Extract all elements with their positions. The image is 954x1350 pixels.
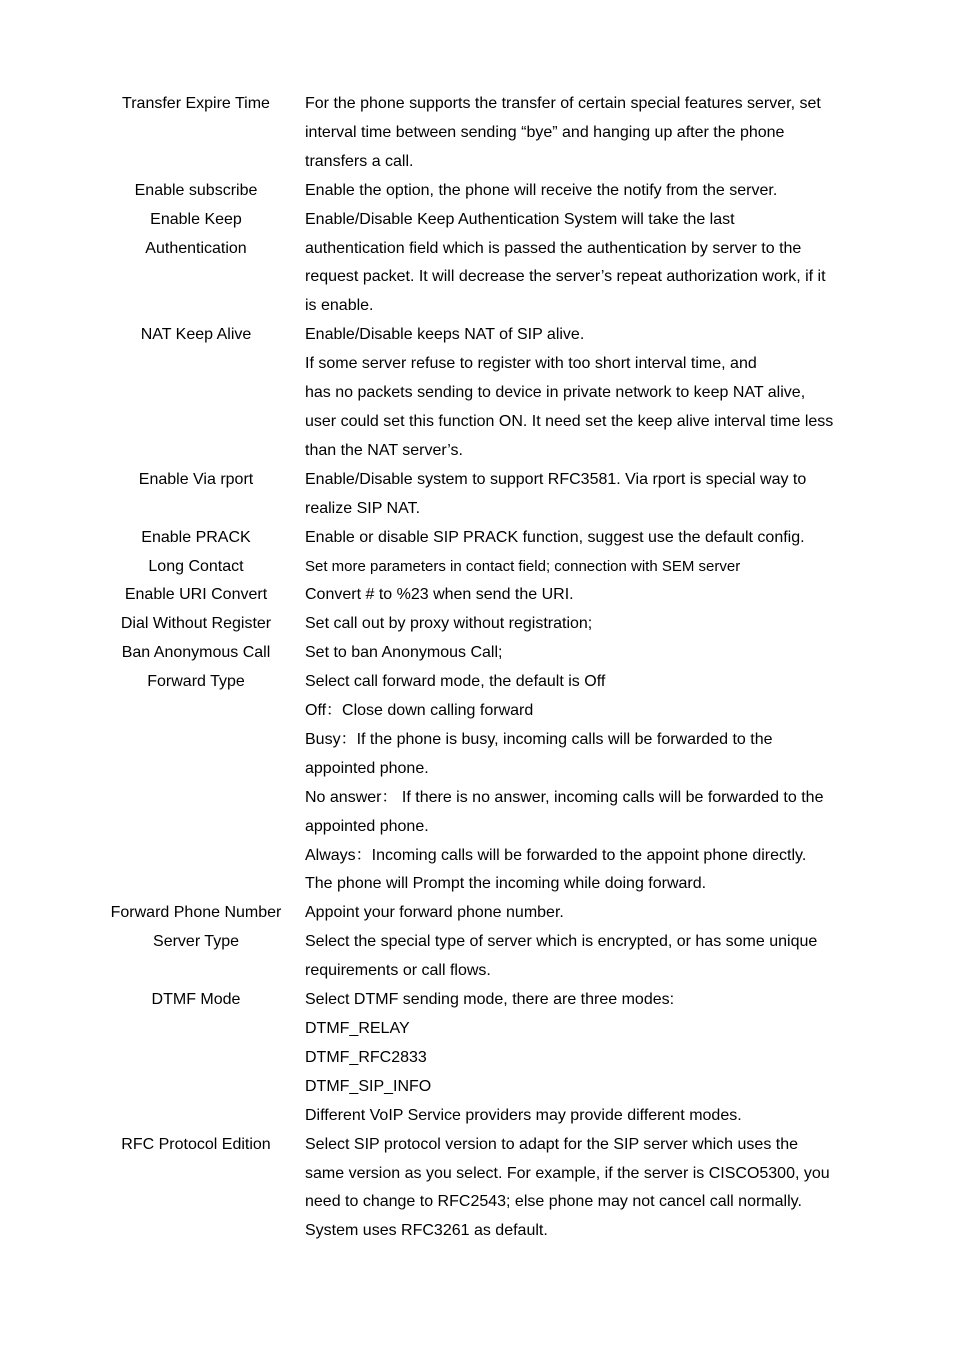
description-line: DTMF_RFC2833 <box>305 1048 427 1066</box>
setting-name-line: Enable Keep <box>150 210 242 228</box>
setting-name: Long Contact <box>148 557 244 575</box>
table-row <box>0 177 954 206</box>
setting-description <box>305 581 865 610</box>
setting-description <box>305 899 865 928</box>
description-line: For the phone supports the transfer of certain special features server, set <box>305 95 821 112</box>
description-line: requirements or call flows. <box>305 962 491 980</box>
setting-name: Enable subscribe <box>134 181 258 199</box>
table-row <box>0 206 954 322</box>
setting-name-line: Authentication <box>145 239 247 257</box>
description-line: interval time between sending “bye” and hanging up after the phone <box>305 123 785 141</box>
table-row <box>0 466 954 524</box>
setting-name: Enable PRACK <box>141 528 251 546</box>
description-line: Always：Incoming calls will be forwarded to the appoint phone directly. <box>305 846 807 864</box>
setting-description <box>305 177 865 206</box>
description-line: Set call out by proxy without registration; <box>305 615 593 633</box>
table-row <box>0 928 954 986</box>
setting-name: Forward Phone Number <box>110 904 282 922</box>
description-line: request packet. It will decrease the server’s repeat authorization work, if it <box>305 268 826 286</box>
description-line: Enable the option, the phone will receive the notify from the server. <box>305 181 778 199</box>
setting-name: Ban Anonymous Call <box>121 644 271 662</box>
description-line: Busy：If the phone is busy, incoming calls will be forwarded to the <box>305 730 773 748</box>
description-line: Enable/Disable system to support RFC3581. Via rport is special way to <box>305 470 807 488</box>
setting-description <box>305 610 865 639</box>
description-line: same version as you select. For example, if the server is CISCO5300, you <box>305 1164 830 1182</box>
description-line: No answer： If there is no answer, incoming calls will be forwarded to the <box>305 788 824 806</box>
table-row <box>0 639 954 668</box>
description-line: Select call forward mode, the default is Off <box>305 673 606 691</box>
description-line: Select the special type of server which is encrypted, or has some unique <box>305 933 818 951</box>
setting-description <box>305 524 865 553</box>
setting-name: Enable URI Convert <box>124 586 268 604</box>
description-line: has no packets sending to device in private network to keep NAT alive, <box>305 384 806 402</box>
description-line: Appoint your forward phone number. <box>305 904 564 922</box>
description-line: Select SIP protocol version to adapt for the SIP server which uses the <box>305 1135 799 1153</box>
description-line: Different VoIP Service providers may provide different modes. <box>305 1106 742 1124</box>
description-line: Enable/Disable Keep Authentication System will take the last <box>305 210 735 228</box>
table-row <box>0 668 954 899</box>
setting-description <box>305 1131 865 1247</box>
setting-description <box>305 321 865 466</box>
description-line: user could set this function ON. It need set the keep alive interval time less <box>305 412 834 430</box>
description-line: Enable/Disable keeps NAT of SIP alive. <box>305 326 585 344</box>
table-row <box>0 610 954 639</box>
description-line: The phone will Prompt the incoming while doing forward. <box>305 875 707 893</box>
setting-name: DTMF Mode <box>151 991 241 1009</box>
description-line: Convert # to %23 when send the URI. <box>305 586 574 604</box>
description-line: is enable. <box>305 297 374 315</box>
description-line: realize SIP NAT. <box>305 499 421 517</box>
description-line: appointed phone. <box>305 759 429 777</box>
table-row <box>0 581 954 610</box>
setting-description <box>305 928 865 986</box>
table-row <box>0 1131 954 1247</box>
setting-name: Forward Type <box>147 673 245 691</box>
setting-description <box>305 206 865 322</box>
setting-name: Server Type <box>153 933 239 951</box>
description-line: Enable or disable SIP PRACK function, suggest use the default config. <box>305 528 805 546</box>
description-line: transfers a call. <box>305 152 414 170</box>
description-line: System uses RFC3261 as default. <box>305 1222 548 1240</box>
description-line: DTMF_SIP_INFO <box>305 1077 432 1095</box>
description-line: Off：Close down calling forward <box>305 702 534 720</box>
description-line: appointed phone. <box>305 817 429 835</box>
setting-description <box>305 553 865 582</box>
table-row <box>0 553 954 582</box>
definition-table <box>0 90 954 1246</box>
table-row <box>0 90 954 177</box>
setting-description <box>305 639 865 668</box>
table-row <box>0 321 954 466</box>
table-row <box>0 986 954 1131</box>
description-line: Set more parameters in contact field; connection with SEM server <box>305 557 741 575</box>
table-row <box>0 524 954 553</box>
setting-name: NAT Keep Alive <box>140 326 252 344</box>
description-line: than the NAT server’s. <box>305 441 463 459</box>
setting-description <box>305 668 865 899</box>
setting-name: Enable Via rport <box>138 470 254 488</box>
setting-description <box>305 466 865 524</box>
description-line: DTMF_RELAY <box>305 1020 410 1037</box>
description-line: need to change to RFC2543; else phone may not cancel call normally. <box>305 1193 802 1211</box>
setting-name: Transfer Expire Time <box>122 95 270 112</box>
description-line: Select DTMF sending mode, there are three modes: <box>305 991 675 1009</box>
setting-name: RFC Protocol Edition <box>121 1135 271 1153</box>
table-row <box>0 899 954 928</box>
description-line: If some server refuse to register with too short interval time, and <box>305 355 757 373</box>
description-line: Set to ban Anonymous Call; <box>305 644 503 662</box>
setting-name: Dial Without Register <box>120 615 272 633</box>
setting-name <box>96 206 296 264</box>
description-line: authentication field which is passed the authentication by server to the <box>305 239 802 257</box>
setting-description <box>305 986 865 1131</box>
setting-description <box>305 90 865 177</box>
